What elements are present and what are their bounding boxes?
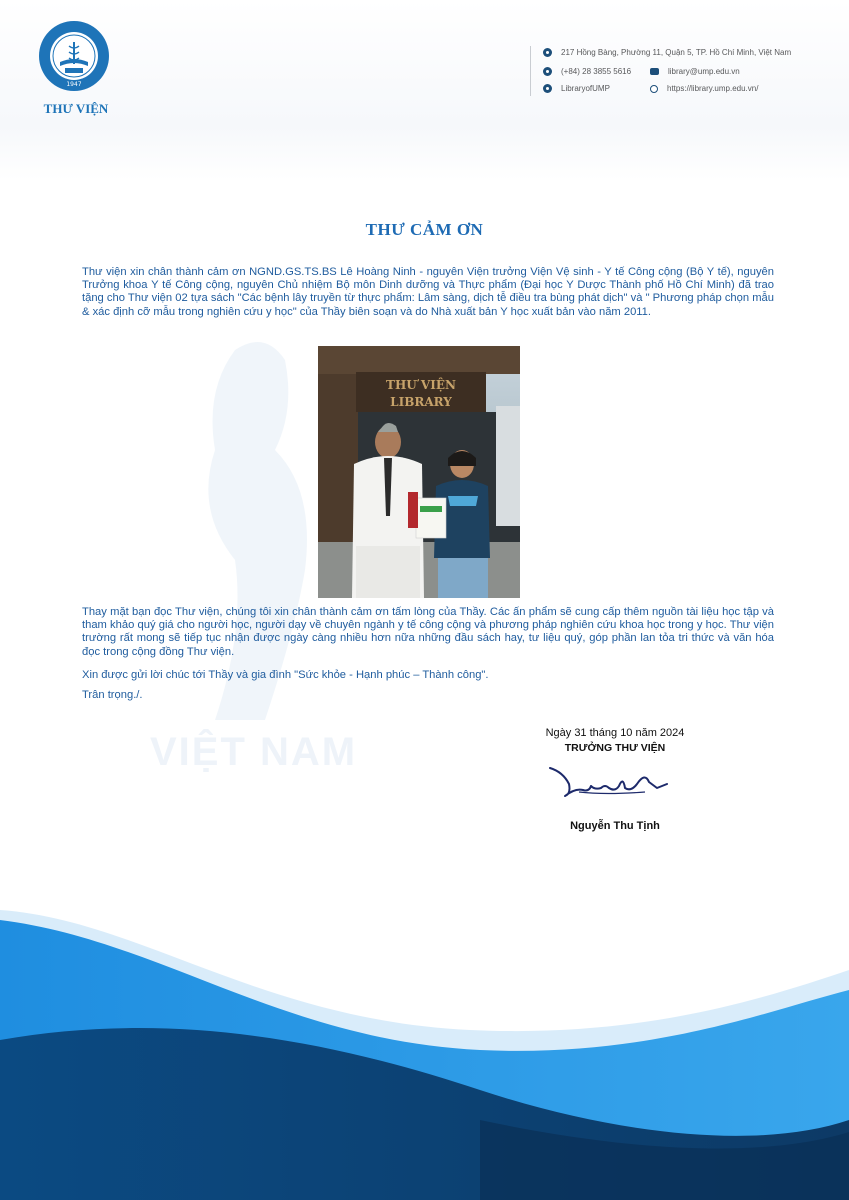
phone-icon	[543, 67, 552, 76]
wish-paragraph: Xin được gửi lời chúc tới Thầy và gia đình "Sức khỏe - Hạnh phúc – Thành công".	[82, 669, 489, 681]
contact-website	[650, 84, 758, 93]
signature-date: Ngày 31 tháng 10 năm 2024	[545, 727, 685, 739]
university-logo	[38, 20, 110, 92]
body-paragraph: Thay mặt bạn đọc Thư viện, chúng tôi xin chân thành cảm ơn tấm lòng của Thầy. Các ấn phẩm sẽ cung cấp thêm nguồn tài liệu học tập và tham khảo quý giá cho người học, người dạy về chuyên ngành y tế công cộng và phương pháp nghiên cứu khoa học trong y học. Thư viện trường rất mong sẽ tiếp tục nhận được ngày càng nhiều hơn nữa những đầu sách hay, tư liệu quý, góp phần lan tỏa tri thức và văn hóa đọc trong cộng đồng Thư viện.	[82, 606, 774, 658]
email-icon	[650, 68, 659, 75]
letter-title: THƯ CẢM ƠN	[365, 220, 484, 239]
footer-waves	[0, 880, 849, 1200]
handwritten-signature	[545, 762, 670, 802]
facebook-link[interactable]: LibraryofUMP	[561, 84, 610, 93]
email-link[interactable]: library@ump.edu.vn	[668, 67, 740, 76]
signature-role: TRƯỞNG THƯ VIỆN	[564, 742, 666, 754]
photo-sign-bottom: LIBRARY	[390, 395, 452, 409]
contact-address	[543, 48, 791, 57]
photo-sign-top: THƯ VIỆN	[386, 378, 456, 392]
contact-facebook	[543, 84, 610, 93]
phone-text: (+84) 28 3855 5616	[561, 67, 632, 76]
facebook-icon	[543, 84, 552, 93]
intro-paragraph: Thư viện xin chân thành cảm ơn NGND.GS.TS.BS Lê Hoàng Ninh - nguyên Viện trưởng Viện Vệ sinh - Y tế Công cộng (Bộ Y tế), nguyên Trưởng khoa Y tế Công cộng, nguyên Chủ nhiệm Bộ môn Dinh dưỡng và Thực phẩm (Đại học Y Dược Thành phố Hồ Chí Minh) đã trao tặng cho Thư viện 02 tựa sách "Các bệnh lây truyền từ thực phẩm: Lâm sàng, dịch tễ điều tra bùng phát dịch" và " Phương pháp chọn mẫu & xác định cỡ mẫu trong nghiên cứu y học" của Thầy biên soạn và do Nhà xuất bản Y học xuất bản vào năm 2011.	[82, 266, 774, 318]
library-label: THƯ VIỆN	[43, 101, 109, 116]
contact-divider	[530, 46, 531, 96]
watermark-text: VIỆT NAM	[150, 730, 358, 774]
svg-text:1947: 1947	[66, 81, 82, 88]
contact-phone	[543, 67, 631, 76]
location-pin-icon	[543, 48, 552, 57]
ceremony-photo	[318, 346, 520, 598]
website-link[interactable]: https://library.ump.edu.vn/	[667, 84, 759, 93]
closing-text: Trân trọng./.	[82, 689, 143, 701]
contact-email	[650, 67, 740, 76]
signatory-name: Nguyễn Thu Tịnh	[570, 820, 660, 832]
address-text: 217 Hồng Bàng, Phường 11, Quận 5, TP. Hồ Chí Minh, Việt Nam	[561, 48, 792, 57]
globe-icon	[650, 85, 658, 93]
